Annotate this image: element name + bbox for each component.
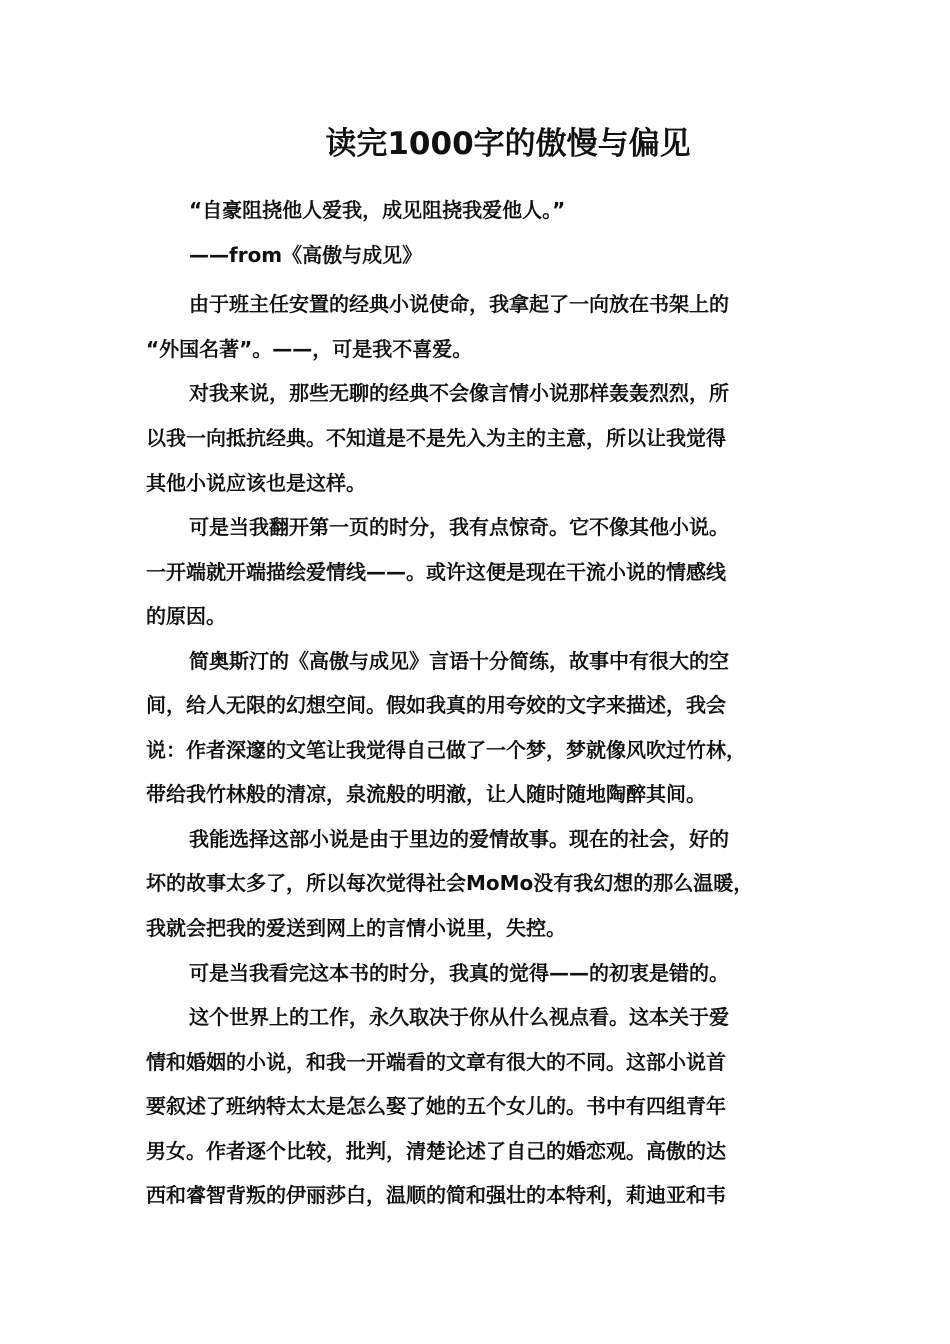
paragraph-line: 对我来说，那些无聊的经典不会像言情小说那样轰轰烈烈，所 — [189, 381, 729, 405]
paragraph-line: 可是当我看完这本书的时分，我真的觉得——的初衷是错的。 — [189, 961, 729, 985]
paragraph-line: 一开端就开端描绘爱情线——。或许这便是现在干流小说的情感线 — [146, 560, 726, 584]
document-title: 读完1000字的傲慢与偏见 — [325, 126, 691, 162]
paragraph-line: 其他小说应该也是这样。 — [146, 471, 366, 495]
paragraph-line: 情和婚姻的小说，和我一开端看的文章有很大的不同。这部小说首 — [146, 1050, 726, 1074]
paragraph-line: 西和睿智背叛的伊丽莎白，温顺的简和强壮的本特利，莉迪亚和韦 — [146, 1183, 726, 1207]
paragraph-line: 我就会把我的爱送到网上的言情小说里，失控。 — [146, 916, 566, 940]
paragraph-line: 要叙述了班纳特太太是怎么娶了她的五个女儿的。书中有四组青年 — [146, 1094, 726, 1118]
paragraph-line: 坏的故事太多了，所以每次觉得社会MoMo没有我幻想的那么温暖， — [146, 871, 754, 895]
paragraph-line: 由于班主任安置的经典小说使命，我拿起了一向放在书架上的 — [189, 292, 729, 316]
paragraph-line: 说：作者深邃的文笔让我觉得自己做了一个梦，梦就像风吹过竹林， — [146, 738, 746, 762]
paragraph-line: “外国名著”。——，可是我不喜爱。 — [146, 337, 473, 361]
quote-source-line: ——from《高傲与成见》 — [189, 243, 423, 267]
paragraph-line: 的原因。 — [146, 604, 226, 628]
quote-line: “自豪阻挠他人爱我，成见阻挠我爱他人。” — [189, 198, 566, 222]
paragraph-line: 我能选择这部小说是由于里边的爱情故事。现在的社会，好的 — [189, 827, 729, 851]
paragraph-line: 间，给人无限的幻想空间。假如我真的用夸姣的文字来描述，我会 — [146, 693, 726, 717]
paragraph-line: 这个世界上的工作，永久取决于你从什么视点看。这本关于爱 — [189, 1005, 729, 1029]
paragraph-line: 简奥斯汀的《高傲与成见》言语十分简练，故事中有很大的空 — [189, 649, 729, 673]
paragraph-line: 带给我竹林般的清凉，泉流般的明澈，让人随时随地陶醉其间。 — [146, 782, 706, 806]
paragraph-line: 可是当我翻开第一页的时分，我有点惊奇。它不像其他小说。 — [189, 515, 729, 539]
paragraph-line: 男女。作者逐个比较，批判，清楚论述了自己的婚恋观。高傲的达 — [146, 1139, 726, 1163]
paragraph-line: 以我一向抵抗经典。不知道是不是先入为主的主意，所以让我觉得 — [146, 426, 726, 450]
